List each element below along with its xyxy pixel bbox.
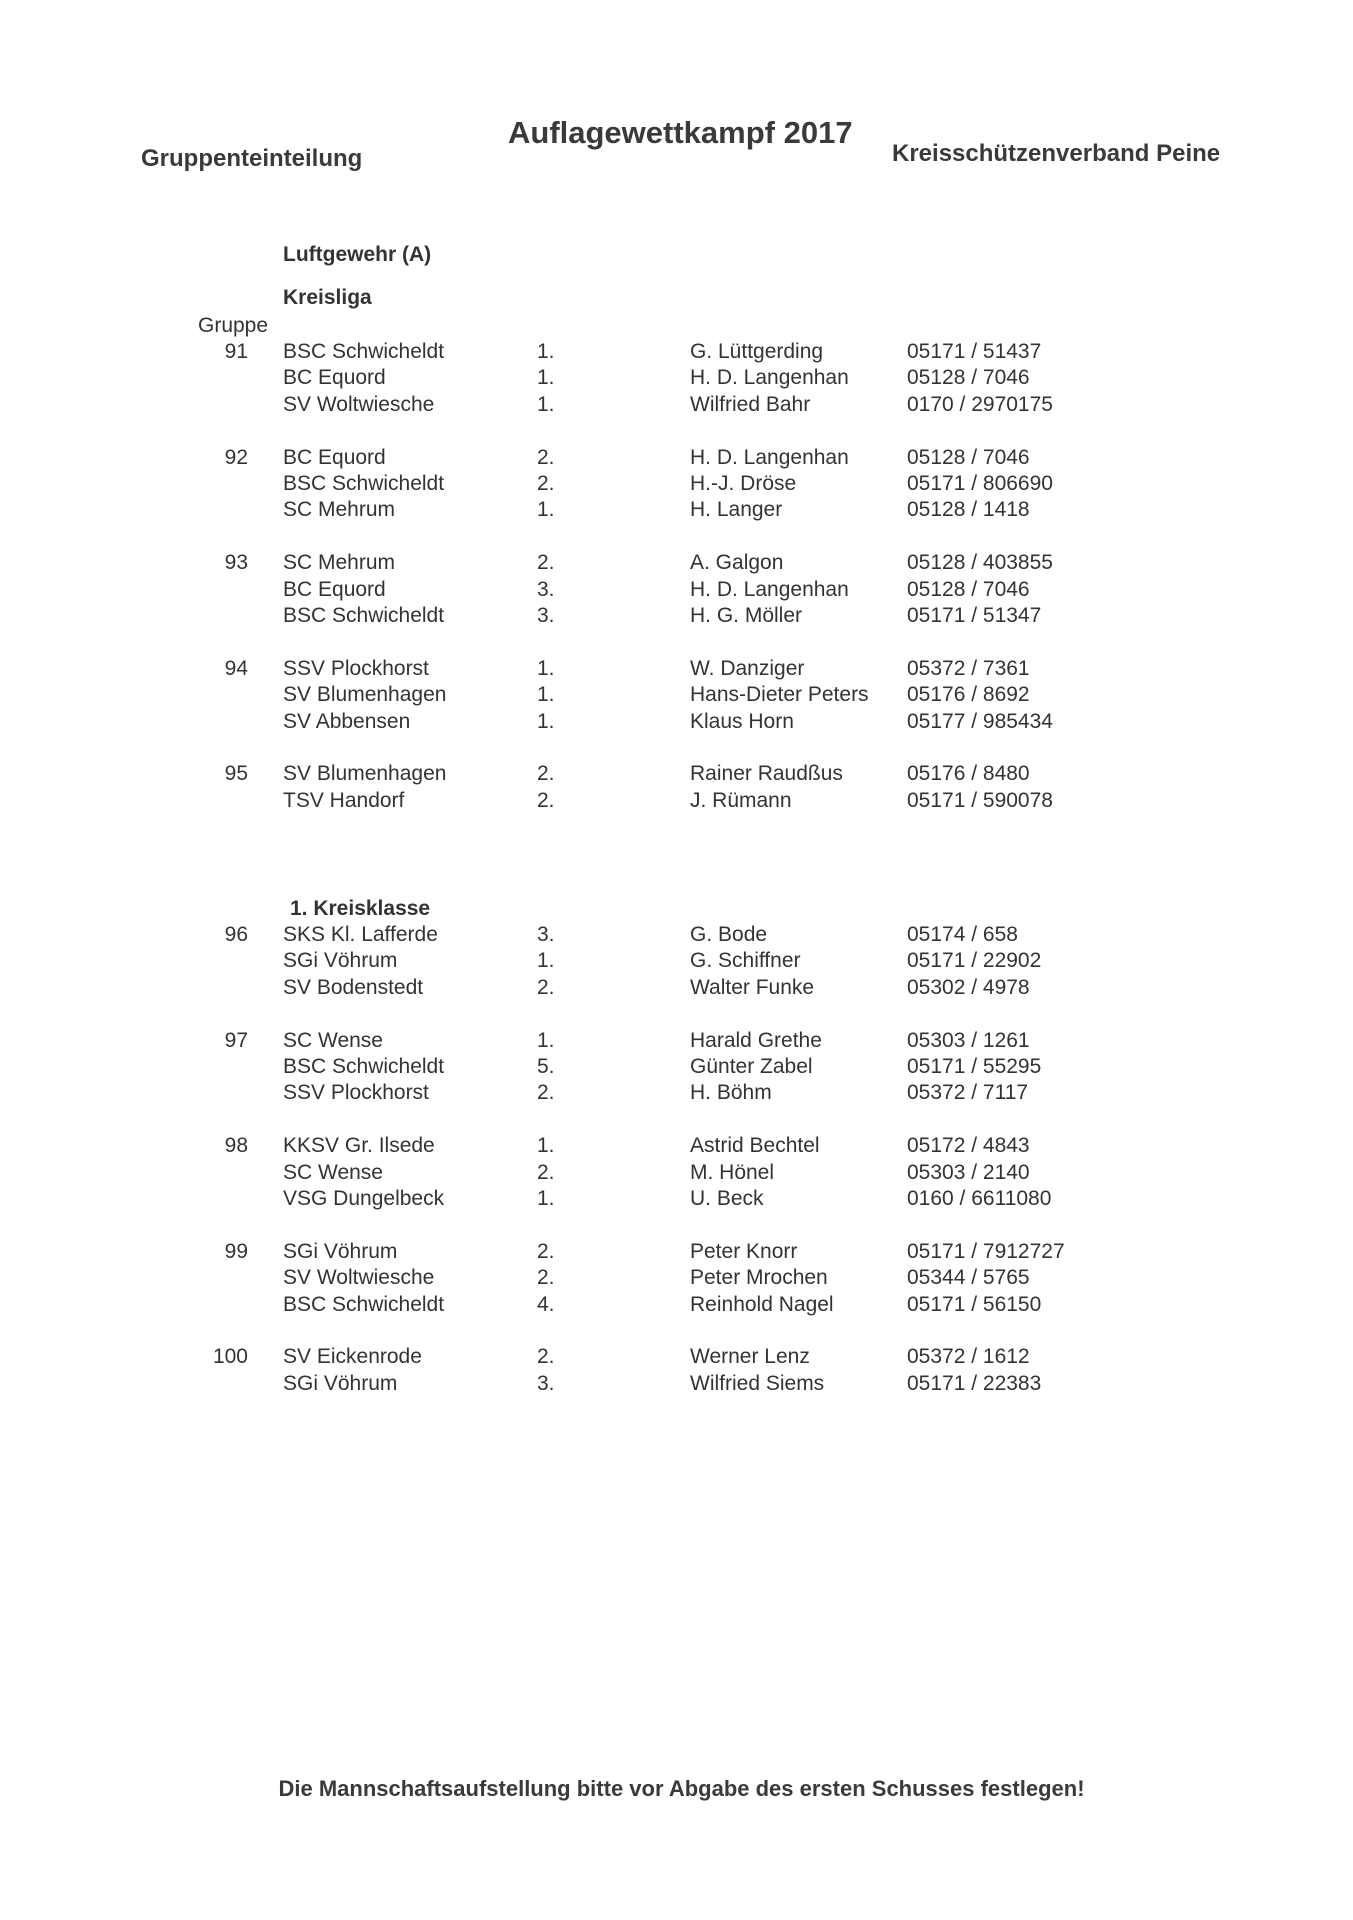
table-row bbox=[0, 471, 1353, 497]
team-name: BSC Schwicheldt bbox=[283, 1292, 445, 1316]
phone-number: 05128 / 403855 bbox=[907, 551, 1053, 575]
contact-name: Günter Zabel bbox=[690, 1055, 813, 1078]
team-rank: 3. bbox=[537, 604, 555, 627]
phone-number: 05176 / 8480 bbox=[907, 762, 1030, 786]
team-name: BC Equord bbox=[283, 366, 386, 390]
team-name: SGi Vöhrum bbox=[283, 1239, 398, 1263]
table-row bbox=[0, 445, 1353, 471]
phone-number: 05372 / 7361 bbox=[907, 656, 1030, 680]
team-rank: 4. bbox=[537, 1292, 555, 1316]
contact-name: Werner Lenz bbox=[690, 1345, 810, 1369]
team-rank: 1. bbox=[537, 709, 555, 733]
contact-name: G. Bode bbox=[690, 923, 768, 946]
table-row bbox=[0, 682, 1353, 708]
contact-name: Reinhold Nagel bbox=[690, 1292, 834, 1316]
table-row bbox=[0, 788, 1353, 814]
team-rank: 1. bbox=[537, 392, 555, 416]
team-name: SC Wense bbox=[283, 1028, 383, 1052]
team-name: SV Blumenhagen bbox=[283, 683, 447, 707]
team-rank: 2. bbox=[537, 788, 555, 812]
team-name: SSV Plockhorst bbox=[283, 656, 429, 680]
gruppe-label: Gruppe bbox=[198, 314, 269, 337]
phone-number: 05372 / 7117 bbox=[907, 1081, 1029, 1105]
page-title: Auflagewettkampf 2017 bbox=[508, 115, 853, 150]
discipline-label: Luftgewehr (A) bbox=[283, 243, 432, 266]
table-row bbox=[0, 577, 1353, 603]
table-row bbox=[0, 1265, 1353, 1291]
contact-name: Astrid Bechtel bbox=[690, 1134, 820, 1158]
phone-number: 05176 / 8692 bbox=[907, 683, 1030, 707]
contact-name: H. Böhm bbox=[690, 1081, 772, 1105]
table-row bbox=[0, 392, 1353, 418]
phone-number: 05171 / 55295 bbox=[907, 1055, 1042, 1078]
team-rank: 1. bbox=[537, 366, 555, 390]
table-row bbox=[0, 1344, 1353, 1370]
team-rank: 1. bbox=[537, 498, 555, 522]
table-row bbox=[0, 948, 1353, 974]
table-row bbox=[0, 1371, 1353, 1397]
team-name: SV Woltwiesche bbox=[283, 1266, 435, 1290]
team-rank: 1. bbox=[537, 949, 555, 973]
team-rank: 2. bbox=[537, 1266, 555, 1290]
table-row bbox=[0, 709, 1353, 735]
phone-number: 0170 / 2970175 bbox=[907, 392, 1053, 416]
contact-name: Harald Grethe bbox=[690, 1028, 822, 1052]
table-row bbox=[0, 975, 1353, 1001]
team-name: KKSV Gr. Ilsede bbox=[283, 1134, 435, 1158]
contact-name: M. Hönel bbox=[690, 1160, 775, 1184]
table-row bbox=[0, 1133, 1353, 1159]
group-number: 98 bbox=[224, 1134, 248, 1158]
group-number: 91 bbox=[224, 340, 248, 363]
phone-number: 05302 / 4978 bbox=[907, 975, 1030, 999]
table-row bbox=[0, 922, 1353, 948]
phone-number: 05128 / 7046 bbox=[907, 445, 1030, 469]
team-rank: 2. bbox=[537, 1160, 555, 1184]
section-title-kreisliga: Kreisliga bbox=[283, 286, 372, 309]
team-name: SGi Vöhrum bbox=[283, 1371, 398, 1395]
team-name: TSV Handorf bbox=[283, 788, 405, 812]
table-row bbox=[0, 1054, 1353, 1080]
team-rank: 1. bbox=[537, 1187, 555, 1210]
team-name: BSC Schwicheldt bbox=[283, 604, 445, 627]
team-name: SC Wense bbox=[283, 1160, 383, 1184]
team-name: SC Mehrum bbox=[283, 551, 396, 575]
phone-number: 05128 / 7046 bbox=[907, 577, 1030, 601]
group-number: 96 bbox=[224, 923, 248, 946]
table-row bbox=[0, 603, 1353, 629]
phone-number: 05171 / 806690 bbox=[907, 472, 1053, 495]
footer-note bbox=[0, 1776, 1353, 1802]
contact-name: U. Beck bbox=[690, 1187, 764, 1210]
contact-name: H. D. Langenhan bbox=[690, 445, 849, 469]
phone-number: 05303 / 2140 bbox=[907, 1160, 1030, 1184]
team-rank: 5. bbox=[537, 1055, 555, 1078]
contact-name: Peter Knorr bbox=[690, 1239, 798, 1263]
phone-number: 05303 / 1261 bbox=[907, 1028, 1030, 1052]
team-name: SGi Vöhrum bbox=[283, 949, 398, 973]
team-name: BC Equord bbox=[283, 445, 386, 469]
table-row bbox=[0, 1028, 1353, 1054]
contact-name: Wilfried Bahr bbox=[690, 392, 811, 416]
table-row bbox=[0, 1080, 1353, 1106]
header-left: Gruppenteinteilung bbox=[141, 145, 363, 172]
group-number: 94 bbox=[224, 656, 248, 680]
contact-name: W. Danziger bbox=[690, 656, 805, 680]
group-number: 99 bbox=[224, 1239, 248, 1263]
contact-name: H. D. Langenhan bbox=[690, 366, 849, 390]
phone-number: 05171 / 51347 bbox=[907, 604, 1042, 627]
phone-number: 0160 / 6611080 bbox=[907, 1187, 1052, 1210]
team-name: SV Abbensen bbox=[283, 709, 411, 733]
contact-name: H. G. Möller bbox=[690, 604, 803, 627]
contact-name: Rainer Raudßus bbox=[690, 762, 843, 786]
team-name: BC Equord bbox=[283, 577, 386, 601]
group-number: 92 bbox=[224, 445, 248, 469]
team-rank: 1. bbox=[537, 1134, 555, 1158]
table-row bbox=[0, 1160, 1353, 1186]
team-name: SV Blumenhagen bbox=[283, 762, 447, 786]
team-name: SKS Kl. Lafferde bbox=[283, 923, 438, 946]
phone-number: 05372 / 1612 bbox=[907, 1345, 1030, 1369]
team-rank: 1. bbox=[537, 656, 555, 680]
team-name: BSC Schwicheldt bbox=[283, 472, 445, 495]
team-rank: 2. bbox=[537, 975, 555, 999]
team-rank: 2. bbox=[537, 445, 555, 469]
team-rank: 3. bbox=[537, 1371, 555, 1395]
table-row bbox=[0, 1186, 1353, 1212]
team-rank: 2. bbox=[537, 762, 555, 786]
contact-name: J. Rümann bbox=[690, 788, 792, 812]
group-number: 100 bbox=[212, 1345, 248, 1369]
contact-name: H. D. Langenhan bbox=[690, 577, 849, 601]
contact-name: Hans-Dieter Peters bbox=[690, 683, 869, 707]
contact-name: H. Langer bbox=[690, 498, 783, 522]
contact-name: Peter Mrochen bbox=[690, 1266, 828, 1290]
contact-name: H.-J. Dröse bbox=[690, 472, 797, 495]
phone-number: 05128 / 7046 bbox=[907, 366, 1030, 390]
table-row bbox=[0, 656, 1353, 682]
contact-name: G. Schiffner bbox=[690, 949, 801, 973]
group-number: 97 bbox=[224, 1028, 248, 1052]
team-rank: 1. bbox=[537, 683, 555, 707]
group-number: 95 bbox=[224, 762, 248, 786]
phone-number: 05171 / 7912727 bbox=[907, 1239, 1065, 1263]
phone-number: 05128 / 1418 bbox=[907, 498, 1030, 522]
team-rank: 2. bbox=[537, 1345, 555, 1369]
contact-name: A. Galgon bbox=[690, 551, 784, 575]
phone-number: 05171 / 590078 bbox=[907, 788, 1053, 812]
phone-number: 05171 / 56150 bbox=[907, 1292, 1042, 1316]
team-rank: 3. bbox=[537, 577, 555, 601]
team-rank: 2. bbox=[537, 1239, 555, 1263]
team-rank: 2. bbox=[537, 1081, 555, 1105]
phone-number: 05171 / 22383 bbox=[907, 1371, 1042, 1395]
team-rank: 2. bbox=[537, 551, 555, 575]
group-number: 93 bbox=[224, 551, 248, 575]
team-rank: 2. bbox=[537, 472, 555, 495]
team-name: SV Woltwiesche bbox=[283, 392, 435, 416]
contact-name: Wilfried Siems bbox=[690, 1371, 825, 1395]
section-title-kreisklasse: 1. Kreisklasse bbox=[290, 897, 431, 920]
table-row bbox=[0, 339, 1353, 365]
team-name: SC Mehrum bbox=[283, 498, 396, 522]
table-row bbox=[0, 497, 1353, 523]
contact-name: Walter Funke bbox=[690, 975, 815, 999]
team-name: SV Eickenrode bbox=[283, 1345, 422, 1369]
phone-number: 05171 / 22902 bbox=[907, 949, 1042, 973]
team-name: BSC Schwicheldt bbox=[283, 1055, 445, 1078]
table-row bbox=[0, 1239, 1353, 1265]
phone-number: 05344 / 5765 bbox=[907, 1266, 1030, 1290]
phone-number: 05172 / 4843 bbox=[907, 1134, 1030, 1158]
table-row bbox=[0, 365, 1353, 391]
team-name: VSG Dungelbeck bbox=[283, 1187, 445, 1210]
phone-number: 05171 / 51437 bbox=[907, 340, 1042, 363]
footer-text: Die Mannschaftsaufstellung bitte vor Abgabe des ersten Schusses festlegen! bbox=[278, 1776, 1085, 1801]
team-name: BSC Schwicheldt bbox=[283, 340, 445, 363]
contact-name: Klaus Horn bbox=[690, 709, 794, 733]
team-name: SV Bodenstedt bbox=[283, 975, 424, 999]
team-rank: 3. bbox=[537, 923, 555, 946]
table-row bbox=[0, 761, 1353, 787]
header-right: Kreisschützenverband Peine bbox=[892, 140, 1221, 167]
phone-number: 05174 / 658 bbox=[907, 923, 1018, 946]
contact-name: G. Lüttgerding bbox=[690, 340, 824, 363]
team-rank: 1. bbox=[537, 1028, 555, 1052]
table-row bbox=[0, 1292, 1353, 1318]
team-name: SSV Plockhorst bbox=[283, 1081, 429, 1105]
table-row bbox=[0, 550, 1353, 576]
team-rank: 1. bbox=[537, 340, 555, 363]
phone-number: 05177 / 985434 bbox=[907, 709, 1053, 733]
